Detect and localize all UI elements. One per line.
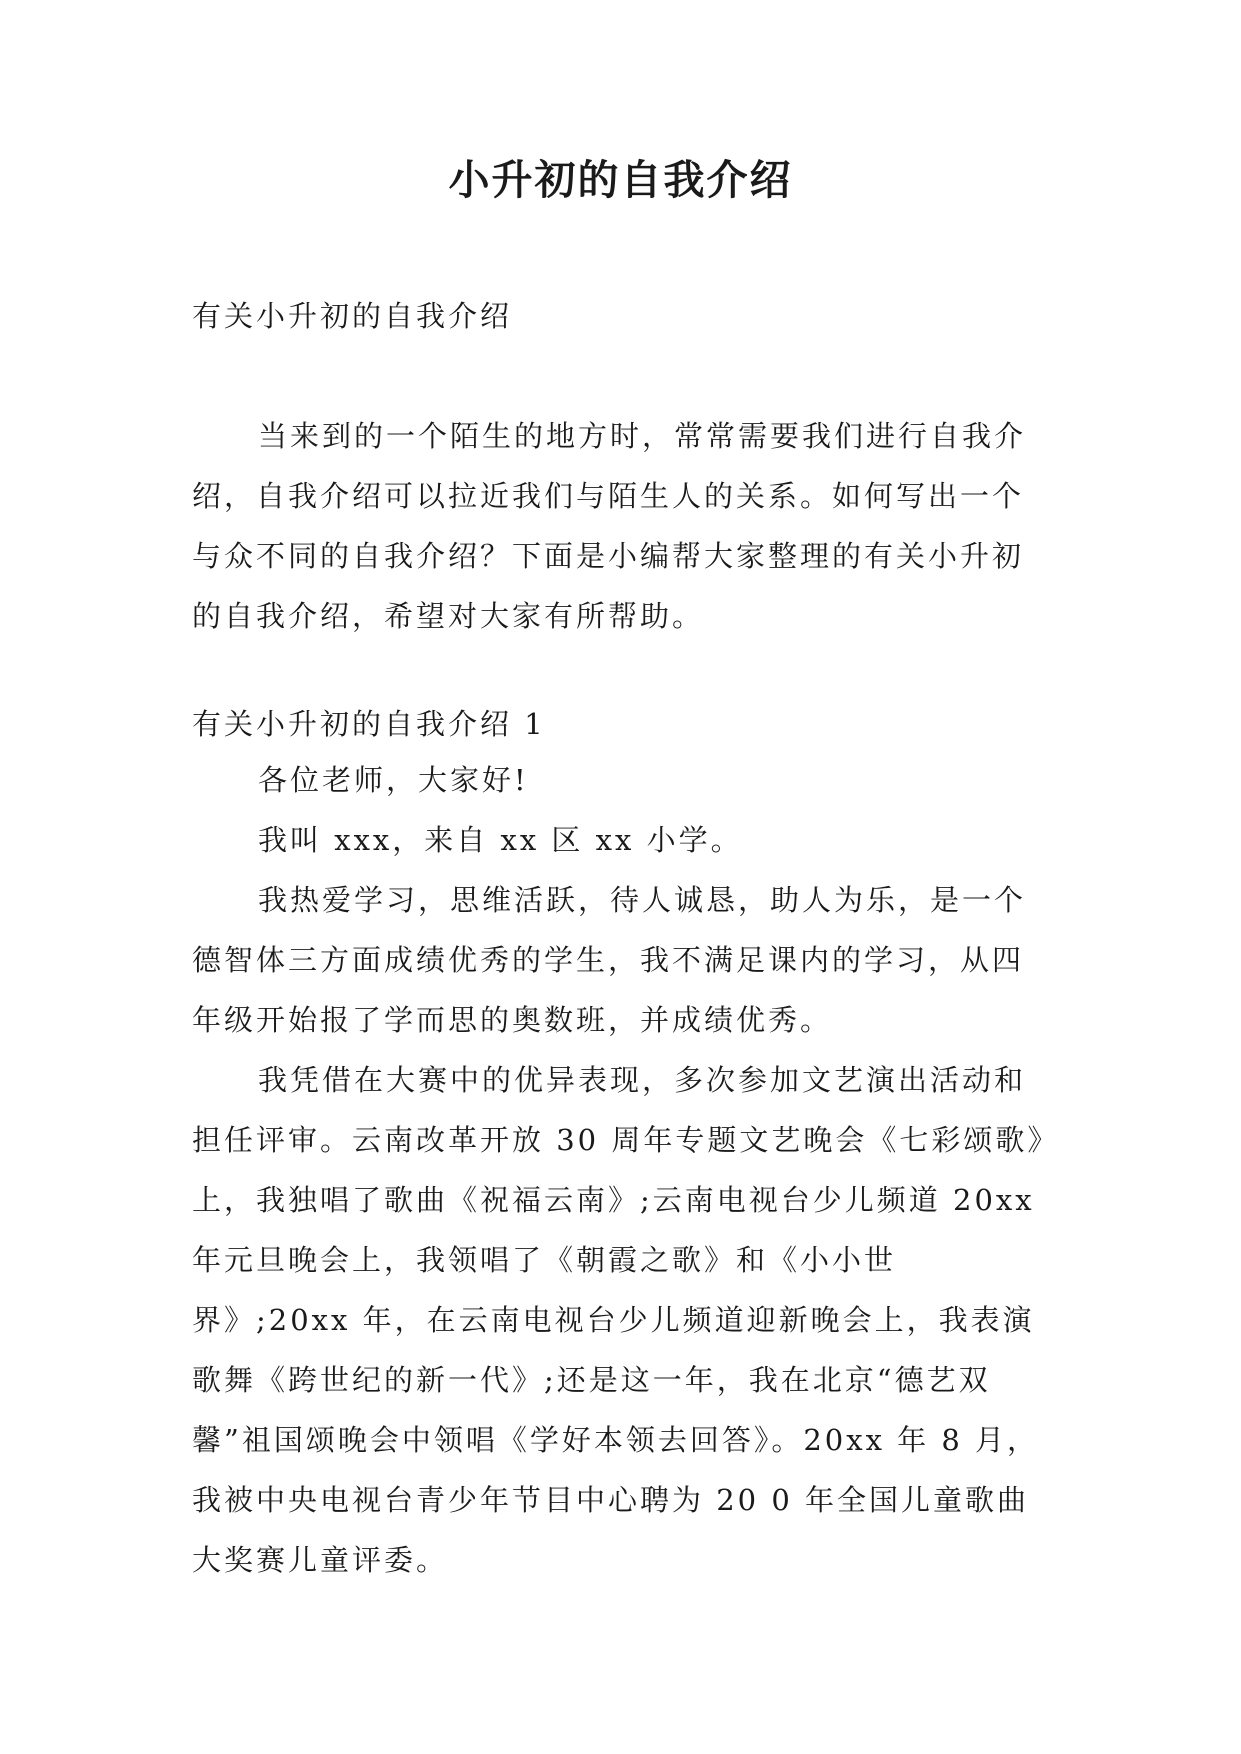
- study-paragraph: 我热爱学习，思维活跃，待人诚恳，助人为乐，是一个德智体三方面成绩优秀的学生，我不满足课内的学习，从四年级开始报了学而思的奥数班，并成绩优秀。: [192, 883, 1027, 1037]
- name-paragraph: 我叫 xxx，来自 xx 区 xx 小学。: [258, 823, 743, 857]
- performance-paragraph: 我凭借在大赛中的优异表现，多次参加文艺演出活动和担任评审。云南改革开放 30 周年专题文艺晚会《七彩颂歌》上，我独唱了歌曲《祝福云南》;云南电视台少儿频道 20xx 年元旦晚会上，我领唱了《朝霞之歌》和《小小世界》;20xx 年，在云南电视台少儿频道迎新晚会上，我表演歌舞《跨世纪的新一代》;还是这一年，我在北京“德艺双馨”祖国颂晚会中领唱《学好本领去回答》。20xx 年 8 月，我被中央电视台青少年节目中心聘为 20 0 年全国儿童歌曲大奖赛儿童评委。: [192, 1063, 1045, 1577]
- section-body: [192, 750, 1050, 1590]
- intro-paragraph: 当来到的一个陌生的地方时，常常需要我们进行自我介绍，自我介绍可以拉近我们与陌生人的关系。如何写出一个与众不同的自我介绍？下面是小编帮大家整理的有关小升初的自我介绍，希望对大家有所帮助。: [192, 419, 1027, 633]
- page-title: 小升初的自我介绍: [448, 156, 793, 204]
- section-heading: 有关小升初的自我介绍 1: [192, 707, 546, 741]
- greeting-paragraph: 各位老师，大家好!: [258, 763, 529, 797]
- document-subtitle: 有关小升初的自我介绍: [192, 299, 513, 333]
